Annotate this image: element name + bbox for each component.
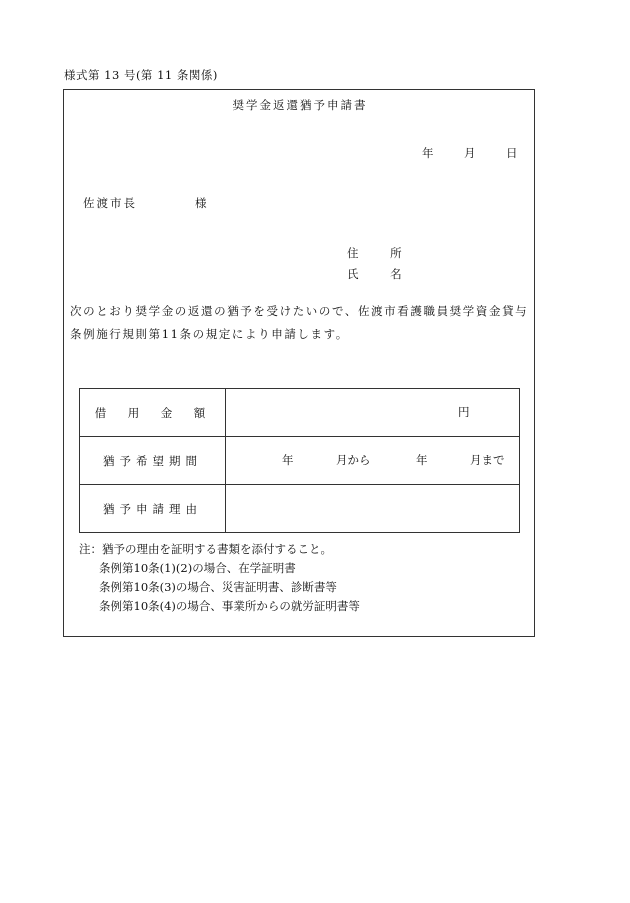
date-year-label: 年 [422,146,434,160]
notes-heading: 注：猶予の理由を証明する書類を添付すること。 [79,542,332,556]
table-row-deferral-reason [80,485,520,533]
date-day-label: 日 [506,146,518,160]
applicant-address-label: 住 所 [347,246,416,260]
document-title: 奨学金返還猶予申請書 [232,98,368,112]
deferral-period-label: 猶予希望期間 [80,437,226,485]
form-number-label: 様式第 13 号(第 11 条関係) [64,68,218,82]
note-item: 条例第10条(3)の場合、災害証明書、診断書等 [99,580,337,594]
note-item: 条例第10条(4)の場合、事業所からの就労証明書等 [99,599,360,613]
loan-amount-label: 借 用 金 額 [80,389,226,437]
yen-unit-label: 円 [458,405,470,419]
application-details-table [79,388,520,533]
period-start-year-label: 年 [282,453,294,467]
deferral-period-field[interactable] [226,437,520,485]
table-row-deferral-period [80,437,520,485]
table-row-loan-amount [80,389,520,437]
request-body-text: 次のとおり奨学金の返還の猶予を受けたいので、佐渡市看護職員奨学資金貸与条例施行規則第11条の規定により申請します。 [70,304,529,341]
applicant-name-label: 氏 名 [347,267,416,281]
note-item: 条例第10条(1)(2)の場合、在学証明書 [99,561,296,575]
deferral-reason-field[interactable] [226,485,520,533]
loan-amount-field[interactable] [226,389,520,437]
period-end-year-label: 年 [416,453,428,467]
date-month-label: 月 [464,146,476,160]
period-start-month-label: 月から [336,453,371,467]
period-end-month-label: 月まで [470,453,505,467]
addressee-honorific: 様 [195,196,207,210]
notes [79,540,360,616]
application-form [63,89,535,637]
addressee: 佐渡市長 [83,196,137,210]
deferral-reason-label: 猶予申請理由 [80,485,226,533]
